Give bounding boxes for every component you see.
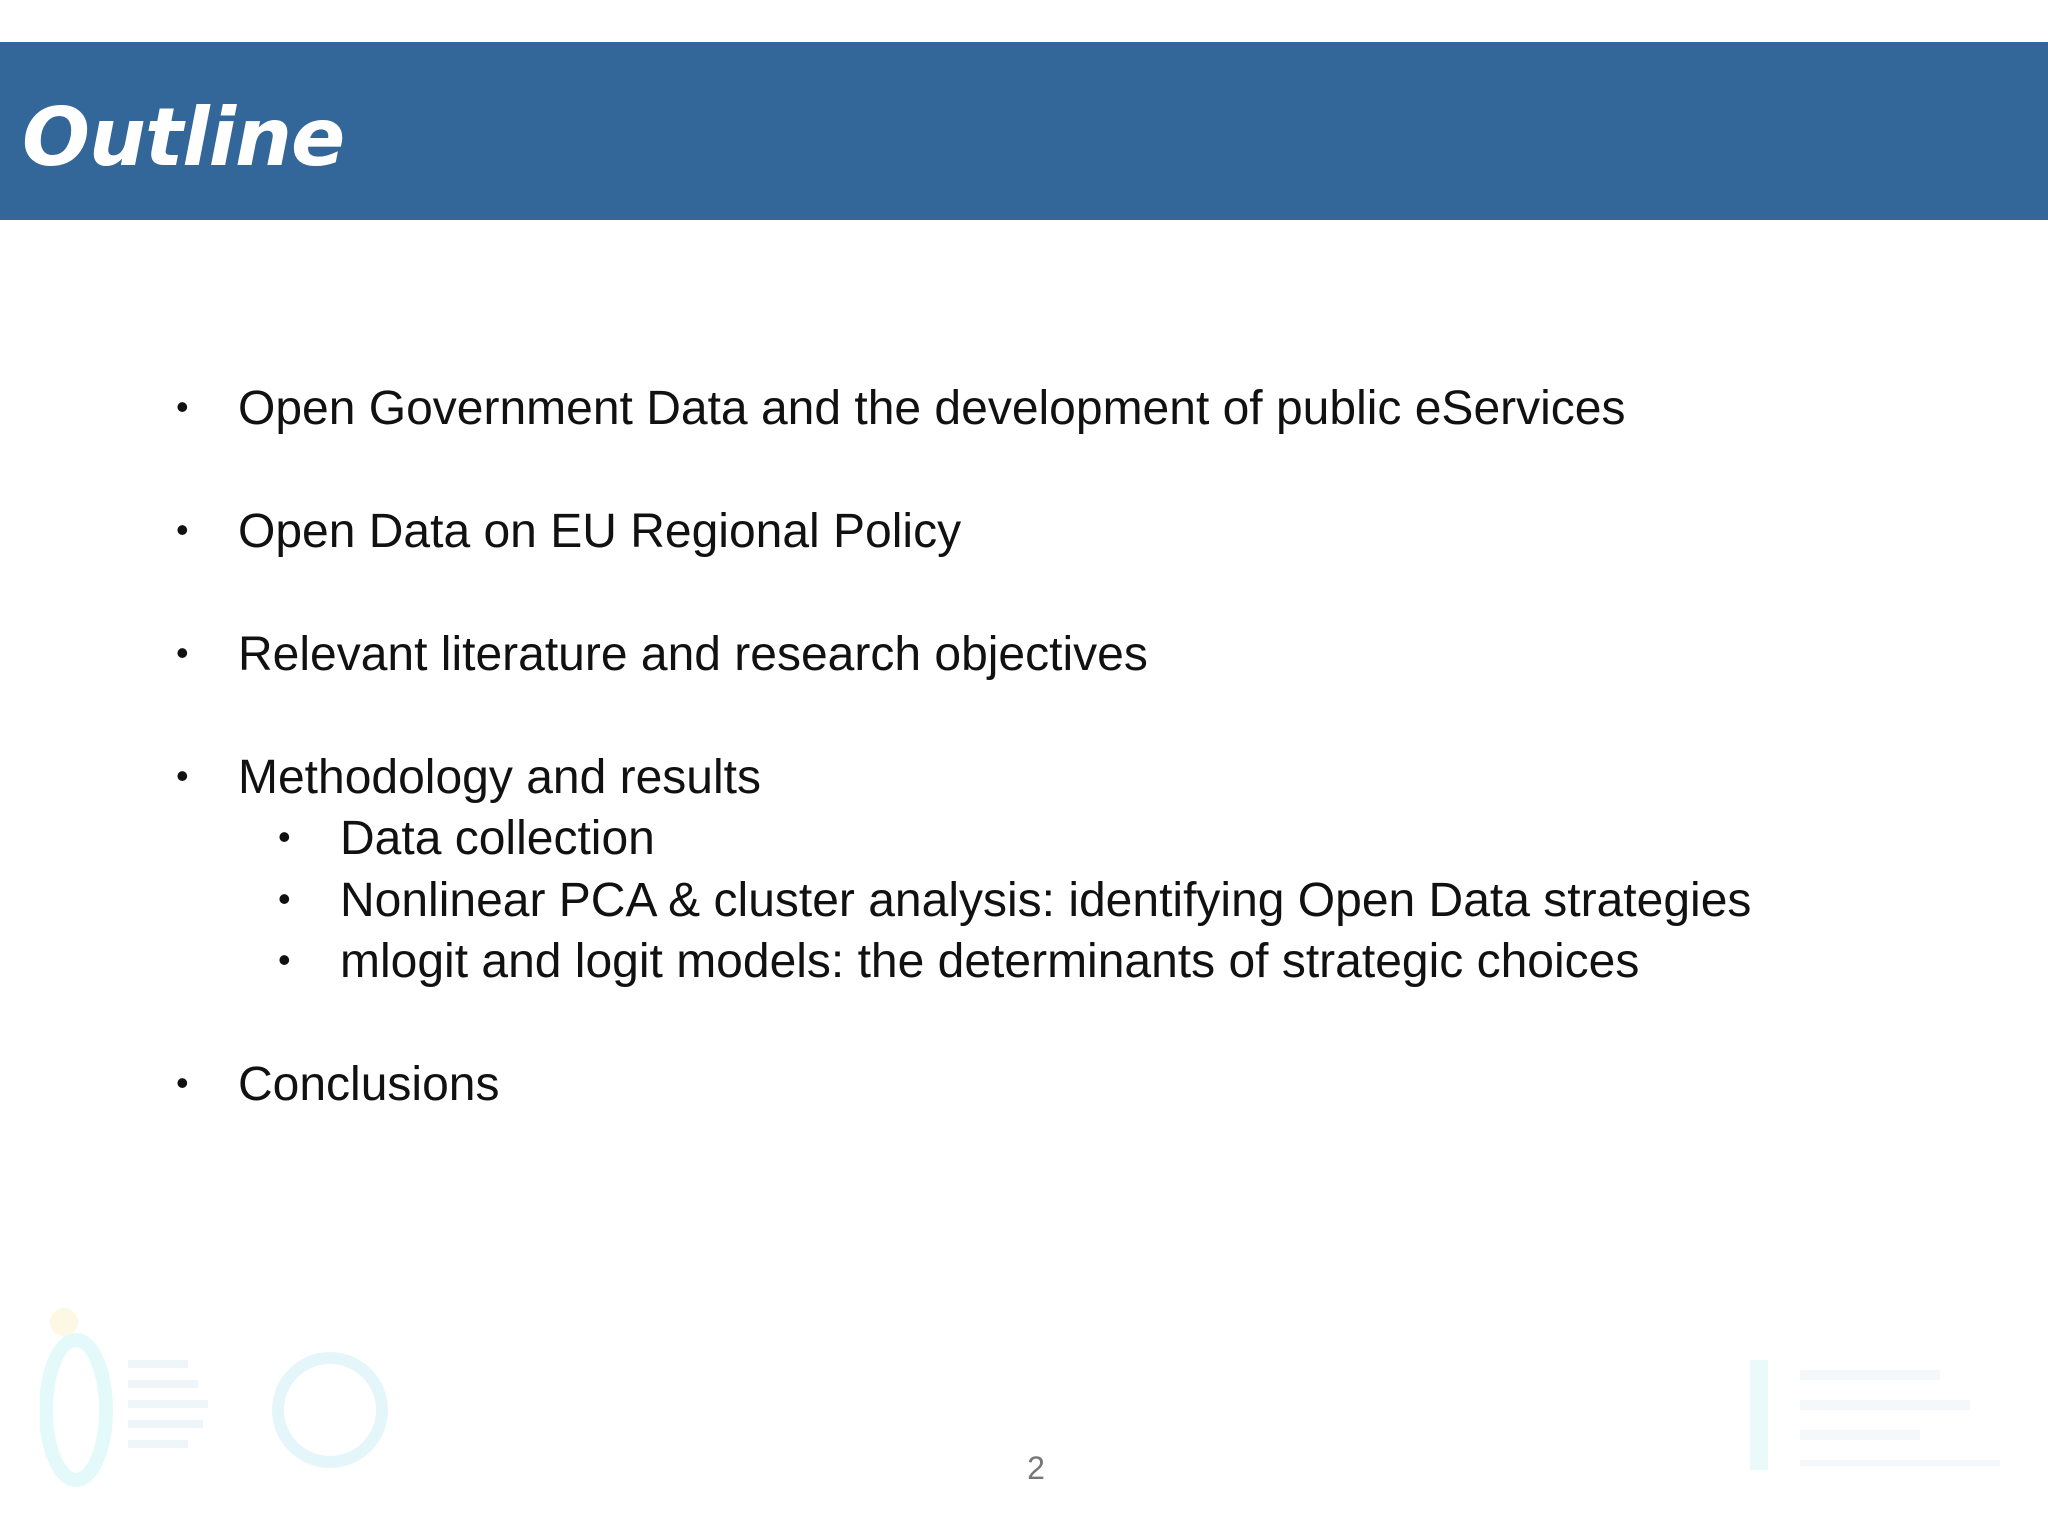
bullet-icon: • [176,509,189,550]
slide-title: Outline [22,91,345,184]
page-number: 2 [1027,1450,1045,1486]
partner-logo-watermark [1740,1340,2020,1490]
bullet-icon: • [176,755,189,796]
bullet-icon: • [176,1062,189,1103]
bullet-icon: • [278,878,291,919]
bullet-text: Open Data on EU Regional Policy [238,505,962,558]
sub-bullet-text: Data collection [340,812,655,865]
bullet-text: Relevant literature and research objectives [238,628,1148,681]
bullet-icon: • [278,939,291,980]
bullet-icon: • [176,632,189,673]
bullet-icon: • [278,816,291,857]
sub-bullet-text: mlogit and logit models: the determinants of strategic choices [340,935,1640,988]
bullet-icon: • [176,386,189,427]
sub-bullet-text: Nonlinear PCA & cluster analysis: identifying Open Data strategies [340,874,1752,927]
bullet-text: Methodology and results [238,751,761,804]
bullet-text: Conclusions [238,1058,500,1111]
bullet-text: Open Government Data and the development of public eServices [238,382,1626,435]
university-logo-watermark [40,1300,400,1490]
